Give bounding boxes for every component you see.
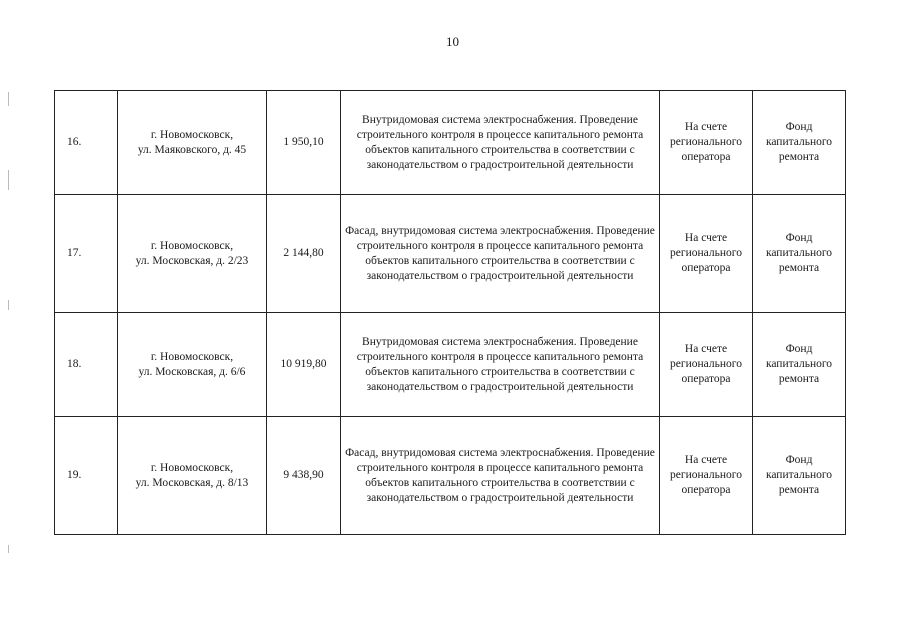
row-number: 19. bbox=[55, 417, 118, 535]
funding-source-cell: Фонд капитального ремонта bbox=[753, 91, 846, 195]
address-street: ул. Московская, д. 8/13 bbox=[135, 476, 249, 489]
amount-cell: 10 919,80 bbox=[267, 313, 341, 417]
table-row bbox=[55, 417, 846, 535]
address-city: г. Новомосковск, bbox=[150, 350, 234, 363]
work-description: Фасад, внутридомовая система электроснабжения. Проведение строительного контроля в процессе капитального ремонта объектов капитального строительства в соответствии с законодательством о градостроительной деятельности bbox=[341, 195, 660, 313]
address-city: г. Новомосковск, bbox=[150, 128, 234, 141]
account-cell: На счете регионального оператора bbox=[660, 91, 753, 195]
works-table bbox=[54, 90, 846, 535]
account-cell: На счете регионального оператора bbox=[660, 417, 753, 535]
work-description: Внутридомовая система электроснабжения. Проведение строительного контроля в процессе капитального ремонта объектов капитального строительства в соответствии с законодательством о градостроительной деятельности bbox=[341, 313, 660, 417]
address-street: ул. Маяковского, д. 45 bbox=[137, 143, 247, 156]
work-description: Фасад, внутридомовая система электроснабжения. Проведение строительного контроля в процессе капитального ремонта объектов капитального строительства в соответствии с законодательством о градостроительной деятельности bbox=[341, 417, 660, 535]
funding-source-cell: Фонд капитального ремонта bbox=[753, 195, 846, 313]
address-cell bbox=[118, 195, 267, 313]
row-number: 17. bbox=[55, 195, 118, 313]
scan-margin-mark bbox=[8, 92, 9, 106]
work-description: Внутридомовая система электроснабжения. Проведение строительного контроля в процессе капитального ремонта объектов капитального строительства в соответствии с законодательством о градостроительной деятельности bbox=[341, 91, 660, 195]
scan-margin-mark bbox=[8, 300, 9, 310]
address-cell bbox=[118, 417, 267, 535]
funding-source-cell: Фонд капитального ремонта bbox=[753, 313, 846, 417]
row-number: 18. bbox=[55, 313, 118, 417]
table-row bbox=[55, 91, 846, 195]
account-cell: На счете регионального оператора bbox=[660, 195, 753, 313]
address-cell bbox=[118, 91, 267, 195]
address-cell bbox=[118, 313, 267, 417]
amount-cell: 9 438,90 bbox=[267, 417, 341, 535]
amount-cell: 1 950,10 bbox=[267, 91, 341, 195]
address-street: ул. Московская, д. 6/6 bbox=[138, 365, 246, 378]
scan-margin-mark bbox=[8, 545, 9, 553]
account-cell: На счете регионального оператора bbox=[660, 313, 753, 417]
page-number: 10 bbox=[446, 34, 459, 49]
address-city: г. Новомосковск, bbox=[150, 461, 234, 474]
row-number: 16. bbox=[55, 91, 118, 195]
amount-cell: 2 144,80 bbox=[267, 195, 341, 313]
funding-source-cell: Фонд капитального ремонта bbox=[753, 417, 846, 535]
address-city: г. Новомосковск, bbox=[150, 239, 234, 252]
scan-margin-mark bbox=[8, 170, 9, 190]
table-row bbox=[55, 313, 846, 417]
table-row bbox=[55, 195, 846, 313]
address-street: ул. Московская, д. 2/23 bbox=[135, 254, 249, 267]
